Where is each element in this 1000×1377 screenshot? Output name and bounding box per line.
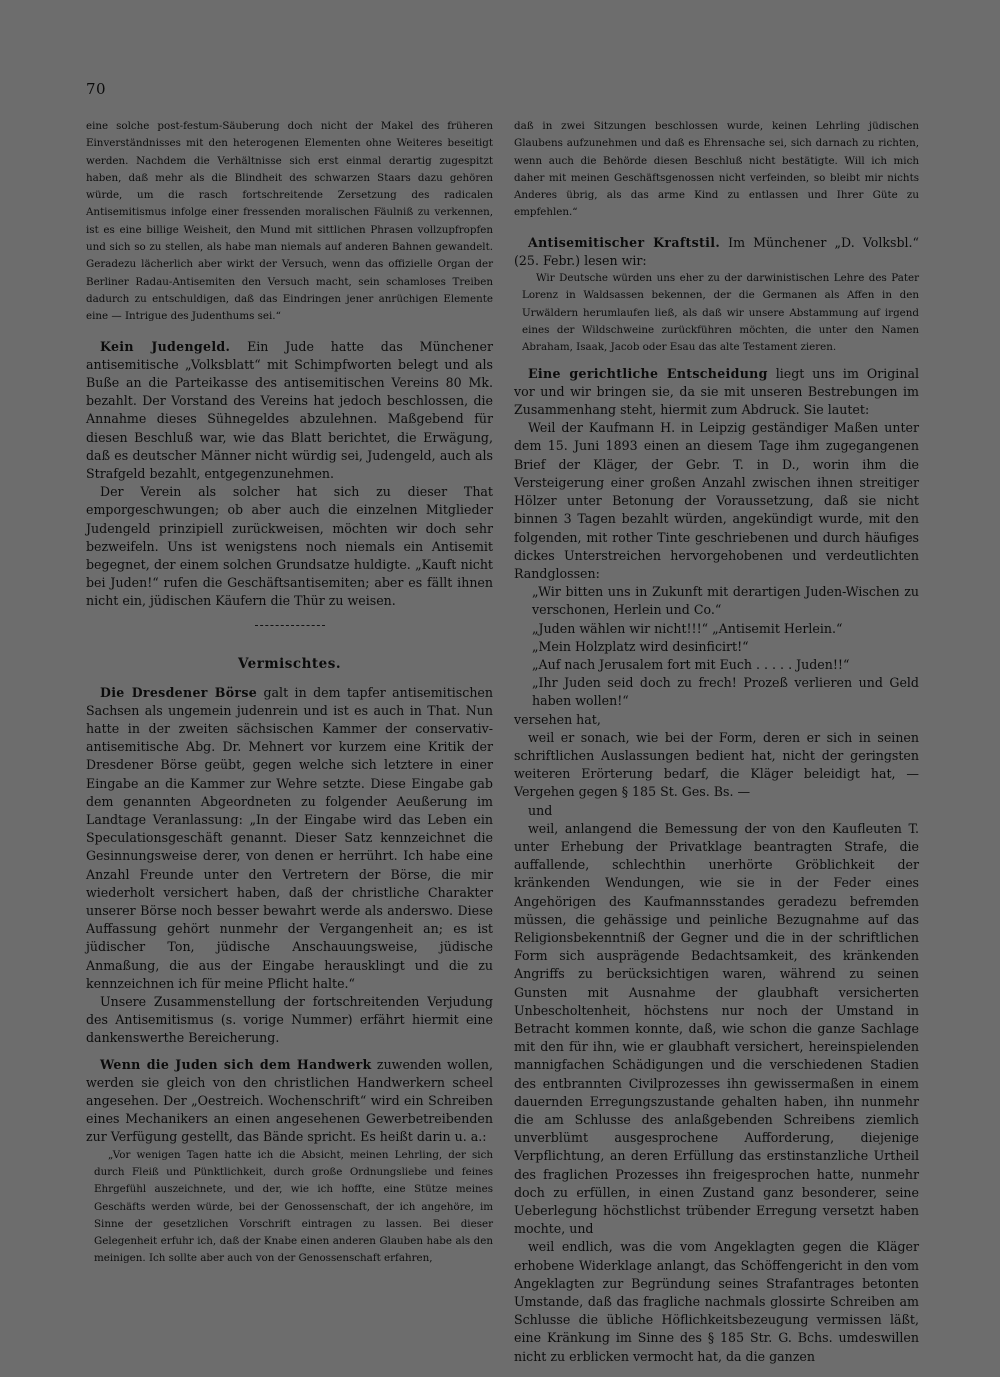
article-kein-judengeld	[86, 338, 493, 484]
article-text-continued: Unsere Zusammenstellung der fortschreitenden Verjudung des Antisemitismus (s. vorige Nummer) erfährt hiermit eine dankenswerthe Bereicherung.	[86, 994, 493, 1046]
article-text-continued: Der Verein als solcher hat sich zu dieser That emporgeschwungen; ob aber auch die einzelnen Mitglieder Judengeld prinzipiell zurückweisen, möchten wir doch sehr bezweifeln. Uns ist wenigstens noch niemals ein Antisemit begegnet, der einem solchen Grundsatze huldigte. „Kauft nicht bei Juden!“ rufen die Geschäftsantisemiten; aber es fällt ihnen nicht ein, jüdischen Käufern die Thür zu weisen.	[86, 484, 493, 609]
page-number: 70	[86, 80, 107, 98]
quote-continuation: daß in zwei Sitzungen beschlossen wurde, keinen Lehrling jüdischen Glaubens aufzunehmen und daß es Ehrensache sei, sich darnach zu richten, wenn auch die Behörde diesen Beschluß nicht bestätigte. Will ich mich daher mit meinen Geschäftsgenossen nicht verfeinden, so bleibt mir nichts Anderes übrig, als das arme Kind zu entlassen und Ihrer Güte zu empfehlen.“	[514, 120, 919, 219]
marginal-notes	[514, 583, 919, 710]
article-heading: Kein Judengeld.	[100, 338, 231, 354]
ruling-text: versehen hat,	[514, 711, 601, 727]
article-kraftstil	[514, 234, 919, 270]
marginal-note: „Auf nach Jerusalem fort mit Euch . . . . . Juden!!“	[532, 656, 850, 672]
ruling-connector: und	[528, 802, 553, 818]
article-quote: Wir Deutsche würden uns eher zu der darwinistischen Lehre des Pater Lorenz in Waldsassen bekennen, der die Germanen als Affen in den Urwäldern herumlaufen ließ, als daß wir unsere Abstammung auf irgend eines der Wildschweine zurückführen möchten, die unter den Namen Abraham, Isaak, Jacob oder Esau das alte Testament zieren.	[522, 272, 919, 354]
article-heading: Wenn die Juden sich dem Handwerk	[100, 1056, 372, 1072]
ruling-text: weil er sonach, wie bei der Form, deren er sich in seinen schriftlichen Auslassungen bedient hat, nicht der geringsten weiteren Erörterung bedarf, die Kläger beleidigt hat, — Vergehen gegen § 185 St. Ges. Bs. —	[514, 729, 919, 800]
marginal-note: „Mein Holzplatz wird desinficirt!“	[532, 638, 749, 654]
marginal-note: „Wir bitten uns in Zukunft mit derartigen Juden-Wischen zu verschonen, Herlein und Co.“	[532, 584, 919, 618]
intro-paragraph: eine solche post-festum-Säuberung doch nicht der Makel des früheren Einverständnisses mit den heterogenen Elementen ohne Weiteres beseitigt werden. Nachdem die Verhältnisse sich erst einmal derartig zugespitzt haben, daß mehr als die Blindheit des schwarzen Staars dazu gehören würde, um die rasch fortschreitende Zersetzung des radicalen Antisemitismus infolge einer fressenden moralischen Fäulniß zu verkennen, ist es eine billige Weisheit, den Mund mit sittlichen Phrasen vollzupfropfen und sich so zu stellen, als habe man niemals auf anderen Bahnen gewandelt. Geradezu lächerlich aber wirkt der Versuch, wenn das offizielle Organ der Berliner Radau-Antisemiten den Versuch macht, sein schamloses Treiben dadurch zu entschuldigen, daß das Eindringen jener anrüchigen Elemente eine — Intrigue des Judenthums sei.“	[86, 120, 493, 323]
article-heading: Eine gerichtliche Entscheidung	[528, 365, 768, 381]
right-column	[514, 118, 919, 1366]
ruling-text: weil endlich, was die vom Angeklagten gegen die Kläger erhobene Widerklage anlangt, das Schöffengericht in den vom Angeklagten zur Begründung seines Strafantrages betonten Umstande, daß das fragliche nachmals glossirte Schreiben am Schlusse die übliche Höflichkeitsbezeugung vermissen läßt, eine Kränkung im Sinne des § 185 Str. G. Bchs. umdeswillen nicht zu erblicken vermocht hat, da die ganzen	[514, 1239, 919, 1364]
article-text-continued: Weil der Kaufmann H. in Leipzig geständiger Maßen unter dem 15. Juni 1893 einen an diesem Tage ihm zugegangenen Brief der Kläger, der Gebr. T. in D., worin ihm die Versteigerung einer großen Anzahl zwischen ihnen streitiger Hölzer unter Betonung der Voraussetzung, daß sie nicht binnen 3 Tagen bezahlt würden, angekündigt wurde, mit den folgenden, mit rother Tinte geschriebenen und durch häufiges dickes Unterstreichen hervorgehobenen und verdeutlichten Randglossen:	[514, 420, 919, 581]
ruling-text: weil, anlangend die Bemessung der von den Kaufleuten T. unter Erhebung der Privatklage beantragten Strafe, die auffallende, schlechthin unerhörte Gröblichkeit der kränkenden Wendungen, wie sie in der Feder eines Angehörigen des Kaufmannsstandes geradezu befremden müssen, die gehässige und peinliche Bezugnahme auf das Religionsbekenntniß der Gegner und die in der schriftlichen Form sich ausprägende Bedachtsamkeit, des kränkenden Angriffs zu berücksichtigen waren, während zu seinen Gunsten mit Ausnahme der glaubhaft versicherten Unbescholtenheit, höchstens nur noch der Umstand in Betracht kommen konnte, daß, wie schon die ganze Sachlage mit den für ihn, wie er glaubhaft versichert, hereinspielenden mannigfachen Schädigungen und die verschiedenen Stadien des entbrannten Civilprozesses ihn gewissermaßen in einem dauernden Erregungszustande gehalten haben, ihn nunmehr die am Schlusse des anlaßgebenden Schreibens ziemlich unverblümt ausgesprochene Aufforderung, diejenige Verpflichtung, an deren Erfüllung das erstinstanzliche Urtheil des fraglichen Prozesses ihn freigesprochen hatte, nunmehr doch zu erfüllen, in einen Zustand ganz besonderer, seine Ueberlegung höchstlichst trübender Erregung versetzt haben mochte, und	[514, 820, 919, 1237]
article-text: liegt uns im Original vor und wir bringen sie, da sie mit unseren Bestrebungen im Zusammenhang steht, hiermit zum Abdruck. Sie lautet:	[514, 365, 919, 418]
article-entscheidung	[514, 365, 919, 420]
section-title: Vermischtes.	[237, 655, 342, 672]
article-text: Ein Jude hatte das Münchener antisemitische „Volksblatt“ mit Schimpfworten belegt und als Buße an die Parteikasse des antisemitischen Vereins 80 Mk. bezahlt. Der Vorstand des Vereins hat jedoch beschlossen, die Annahme dieses Sühnegeldes abzulehnen. Maßgebend für diesen Beschluß war, wie das Blatt berichtet, die Erwägung, daß es deutscher Männer nicht würdig sei, Judengeld, auch als Strafgeld bezahlt, entgegenzunehmen.	[86, 338, 493, 481]
section-divider	[255, 625, 325, 626]
article-dresdener-boerse	[86, 684, 493, 993]
left-column	[86, 118, 493, 1268]
article-quote: „Vor wenigen Tagen hatte ich die Absicht, meinen Lehrling, der sich durch Fleiß und Pünktlichkeit, durch große Ordnungsliebe und feines Ehrgefühl auszeichnete, und der, wie ich hoffte, eine Stütze meines Geschäfts werden würde, bei der Genossenschaft, der ich angehöre, im Sinne der gesetzlichen Vorschrift eintragen zu lassen. Bei dieser Gelegenheit erfuhr ich, daß der Knabe einen anderen Glauben habe als den meinigen. Ich sollte aber auch von der Genossenschaft erfahren,	[94, 1148, 493, 1265]
article-text: galt in dem tapfer antisemitischen Sachsen als ungemein judenrein und ist es auch in That. Nun hatte in der zweiten sächsischen Kammer der conservativ-antisemitische Abg. Dr. Mehnert vor kurzem eine Kritik der Dresdener Börse geübt, gegen welche sich letztere in einer Eingabe an die Kammer zur Wehre setzte. Diese Eingabe gab dem genannten Abgeordneten zu folgender Aeußerung im Landtage Veranlassung: „In der Eingabe wird das Leben ein Speculationsgeschäft genannt. Dieser Satz kennzeichnet die Gesinnungsweise derer, von denen er herrührt. Ich habe eine Anzahl Freunde unter den Vertretern der Börse, die mir wiederholt versichert haben, daß der christliche Charakter unserer Börse noch besser bewahrt werde als anderswo. Diese Auffassung gehört nunmehr der Vergangenheit an; es ist jüdischer Ton, jüdische Anschauungsweise, jüdische Anmaßung, die aus der Eingabe herausklingt und die zu kennzeichnen ich für meine Pflicht halte.“	[86, 684, 493, 991]
article-text: zuwenden wollen, werden sie gleich von den christlichen Handwerkern scheel angesehen. Der „Oestreich. Wochenschrift“ wird ein Schreiben eines Mechanikers an einen angesehenen Gewerbetreibenden zur Verfügung gestellt, das Bände spricht. Es heißt darin u. a.:	[86, 1056, 493, 1145]
article-heading: Die Dresdener Börse	[100, 684, 258, 700]
article-handwerk	[86, 1056, 493, 1147]
article-heading: Antisemitischer Kraftstil.	[528, 234, 721, 250]
article-text: Im Münchener „D. Volksbl.“ (25. Febr.) lesen wir:	[514, 234, 919, 268]
marginal-note: „Juden wählen wir nicht!!!“ „Antisemit Herlein.“	[532, 620, 843, 636]
marginal-note: „Ihr Juden seid doch zu frech! Prozeß verlieren und Geld haben wollen!“	[532, 675, 919, 709]
